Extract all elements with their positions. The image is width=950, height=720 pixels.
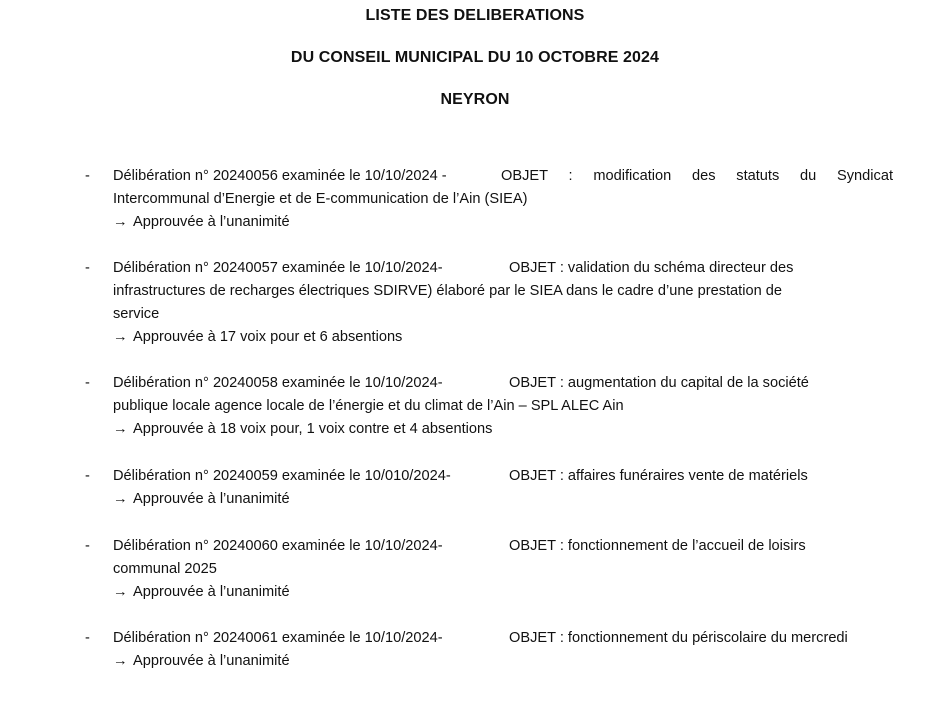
deliberation-object: OBJET : validation du schéma directeur des: [509, 260, 794, 276]
deliberation-ref: Délibération n° 20240057 examinée le 10/10/2024-: [113, 260, 443, 276]
deliberation-object-continued: Intercommunal d’Energie et de E-communication de l’Ain (SIEA): [113, 191, 528, 207]
deliberation-object-continued: service: [113, 306, 160, 322]
deliberation-header: [113, 257, 893, 280]
list-bullet: -: [85, 468, 90, 484]
deliberation-object-continued: publique locale agence locale de l’énergie et du climat de l’Ain – SPL ALEC Ain: [113, 398, 624, 414]
arrow-right-icon: →: [113, 584, 128, 600]
deliberation-ref: Délibération n° 20240061 examinée le 10/10/2024-: [113, 630, 443, 646]
deliberation-object: OBJET : modification des statuts du Syndicat: [501, 168, 893, 184]
arrow-right-icon: →: [113, 214, 128, 230]
result-text: Approuvée à l’unanimité: [133, 653, 290, 669]
deliberation-ref: Délibération n° 20240056 examinée le 10/10/2024 -: [113, 168, 447, 184]
deliberation-result: [113, 211, 893, 234]
result-text: Approuvée à l’unanimité: [133, 214, 290, 230]
list-bullet: -: [85, 630, 90, 646]
deliberation-result: [113, 650, 893, 673]
deliberation-header: [113, 372, 893, 395]
result-text: Approuvée à 17 voix pour et 6 absentions: [133, 329, 403, 345]
deliberation-object: OBJET : augmentation du capital de la société: [509, 375, 809, 391]
deliberation-result: [113, 581, 893, 604]
deliberation-object-continued: communal 2025: [113, 561, 217, 577]
deliberation-object-continued: infrastructures de recharges électriques SDIRVE) élaboré par le SIEA dans le cadre d’une prestation de: [113, 283, 782, 299]
result-text: Approuvée à 18 voix pour, 1 voix contre et 4 absentions: [133, 421, 493, 437]
deliberation-object: OBJET : fonctionnement du périscolaire du mercredi: [509, 630, 848, 646]
list-bullet: -: [85, 538, 90, 554]
deliberation-result: [113, 326, 893, 349]
list-bullet: -: [85, 168, 90, 184]
deliberation-ref: Délibération n° 20240058 examinée le 10/10/2024-: [113, 375, 443, 391]
deliberation-header: [113, 165, 893, 188]
deliberation-result: [113, 418, 893, 441]
list-bullet: -: [85, 260, 90, 276]
deliberation-ref: Délibération n° 20240060 examinée le 10/10/2024-: [113, 538, 443, 554]
deliberation-header: [113, 465, 893, 488]
result-text: Approuvée à l’unanimité: [133, 584, 290, 600]
arrow-right-icon: →: [113, 329, 128, 345]
list-bullet: -: [85, 375, 90, 391]
document-title: LISTE DES DELIBERATIONS: [365, 7, 585, 24]
deliberation-header: [113, 627, 893, 650]
deliberation-ref: Délibération n° 20240059 examinée le 10/010/2024-: [113, 468, 451, 484]
arrow-right-icon: →: [113, 491, 128, 507]
deliberation-header: [113, 535, 893, 558]
deliberation-result: [113, 488, 893, 511]
deliberation-object: OBJET : fonctionnement de l’accueil de loisirs: [509, 538, 806, 554]
arrow-right-icon: →: [113, 421, 128, 437]
deliberation-object: OBJET : affaires funéraires vente de matériels: [509, 468, 808, 484]
result-text: Approuvée à l’unanimité: [133, 491, 290, 507]
arrow-right-icon: →: [113, 653, 128, 669]
document-subtitle: DU CONSEIL MUNICIPAL DU 10 OCTOBRE 2024: [290, 49, 660, 66]
commune-name: NEYRON: [440, 91, 510, 108]
